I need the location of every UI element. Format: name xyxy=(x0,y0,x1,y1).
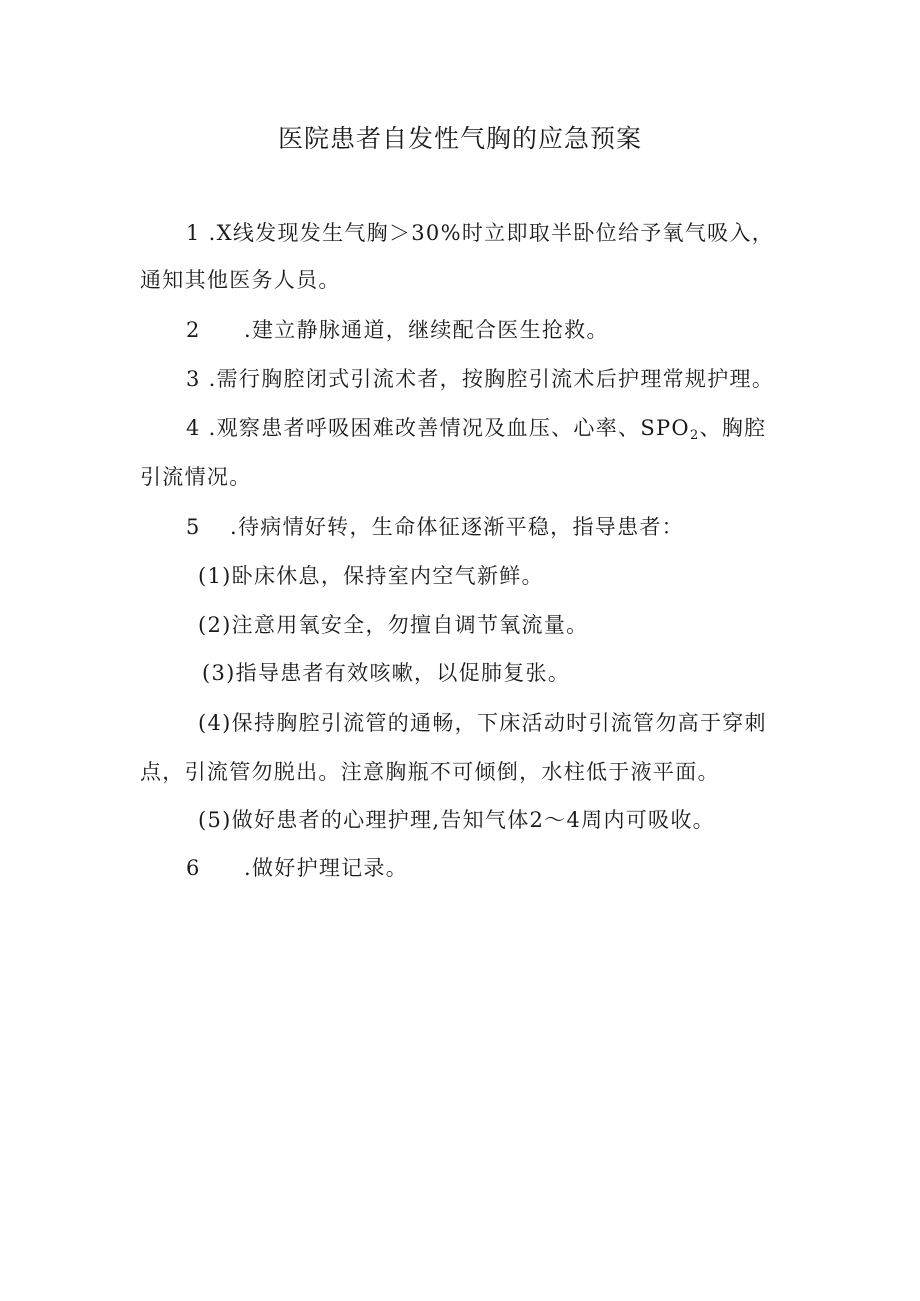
item-4-line-2: 引流情况。 xyxy=(140,465,252,489)
item-1-number: 1 xyxy=(186,221,201,245)
document-title: 医院患者自发性气胸的应急预案 xyxy=(277,124,642,153)
item-1-line-1 xyxy=(186,218,774,248)
item-2-line xyxy=(186,315,609,345)
sub-item-3: (3)指导患者有效咳嗽，以促肺复张。 xyxy=(202,661,571,685)
sub-item-5: (5)做好患者的心理护理,告知气体2～4周内可吸收。 xyxy=(198,808,715,832)
item-2-text: .建立静脉通道，继续配合医生抢救。 xyxy=(244,318,609,342)
item-3-line xyxy=(186,364,774,394)
item-5-text: .待病情好转，生命体征逐渐平稳，指导患者： xyxy=(230,515,684,539)
item-4-text-b: 、胸腔 xyxy=(699,416,767,440)
item-4-line-1 xyxy=(186,413,766,443)
item-3-text: .需行胸腔闭式引流术者，按胸腔引流术后护理常规护理。 xyxy=(200,367,775,391)
item-4-number: 4 xyxy=(186,416,201,440)
item-1-text: .X线发现发生气胸＞30%时立即取半卧位给予氧气吸入， xyxy=(200,221,775,245)
item-5-number: 5 xyxy=(186,515,201,539)
sub-item-2: (2)注意用氧安全，勿擅自调节氧流量。 xyxy=(198,613,589,637)
item-6-line xyxy=(186,853,408,883)
item-1-line-2: 通知其他医务人员。 xyxy=(140,268,341,292)
sub-item-1: (1)卧床休息，保持室内空气新鲜。 xyxy=(198,564,544,588)
sub-item-4-line-2: 点，引流管勿脱出。注意胸瓶不可倾倒，水柱低于液平面。 xyxy=(140,760,720,784)
item-3-number: 3 xyxy=(186,367,201,391)
item-4-text-a: .观察患者呼吸困难改善情况及血压、心率、SPO xyxy=(200,416,690,440)
item-6-number: 6 xyxy=(186,856,201,880)
item-5-line xyxy=(186,512,684,542)
sub-item-4-line-1: (4)保持胸腔引流管的通畅，下床活动时引流管勿高于穿刺 xyxy=(198,711,767,735)
item-6-text: .做好护理记录。 xyxy=(244,856,409,880)
item-4-subscript: 2 xyxy=(689,428,700,443)
item-2-number: 2 xyxy=(186,318,201,342)
